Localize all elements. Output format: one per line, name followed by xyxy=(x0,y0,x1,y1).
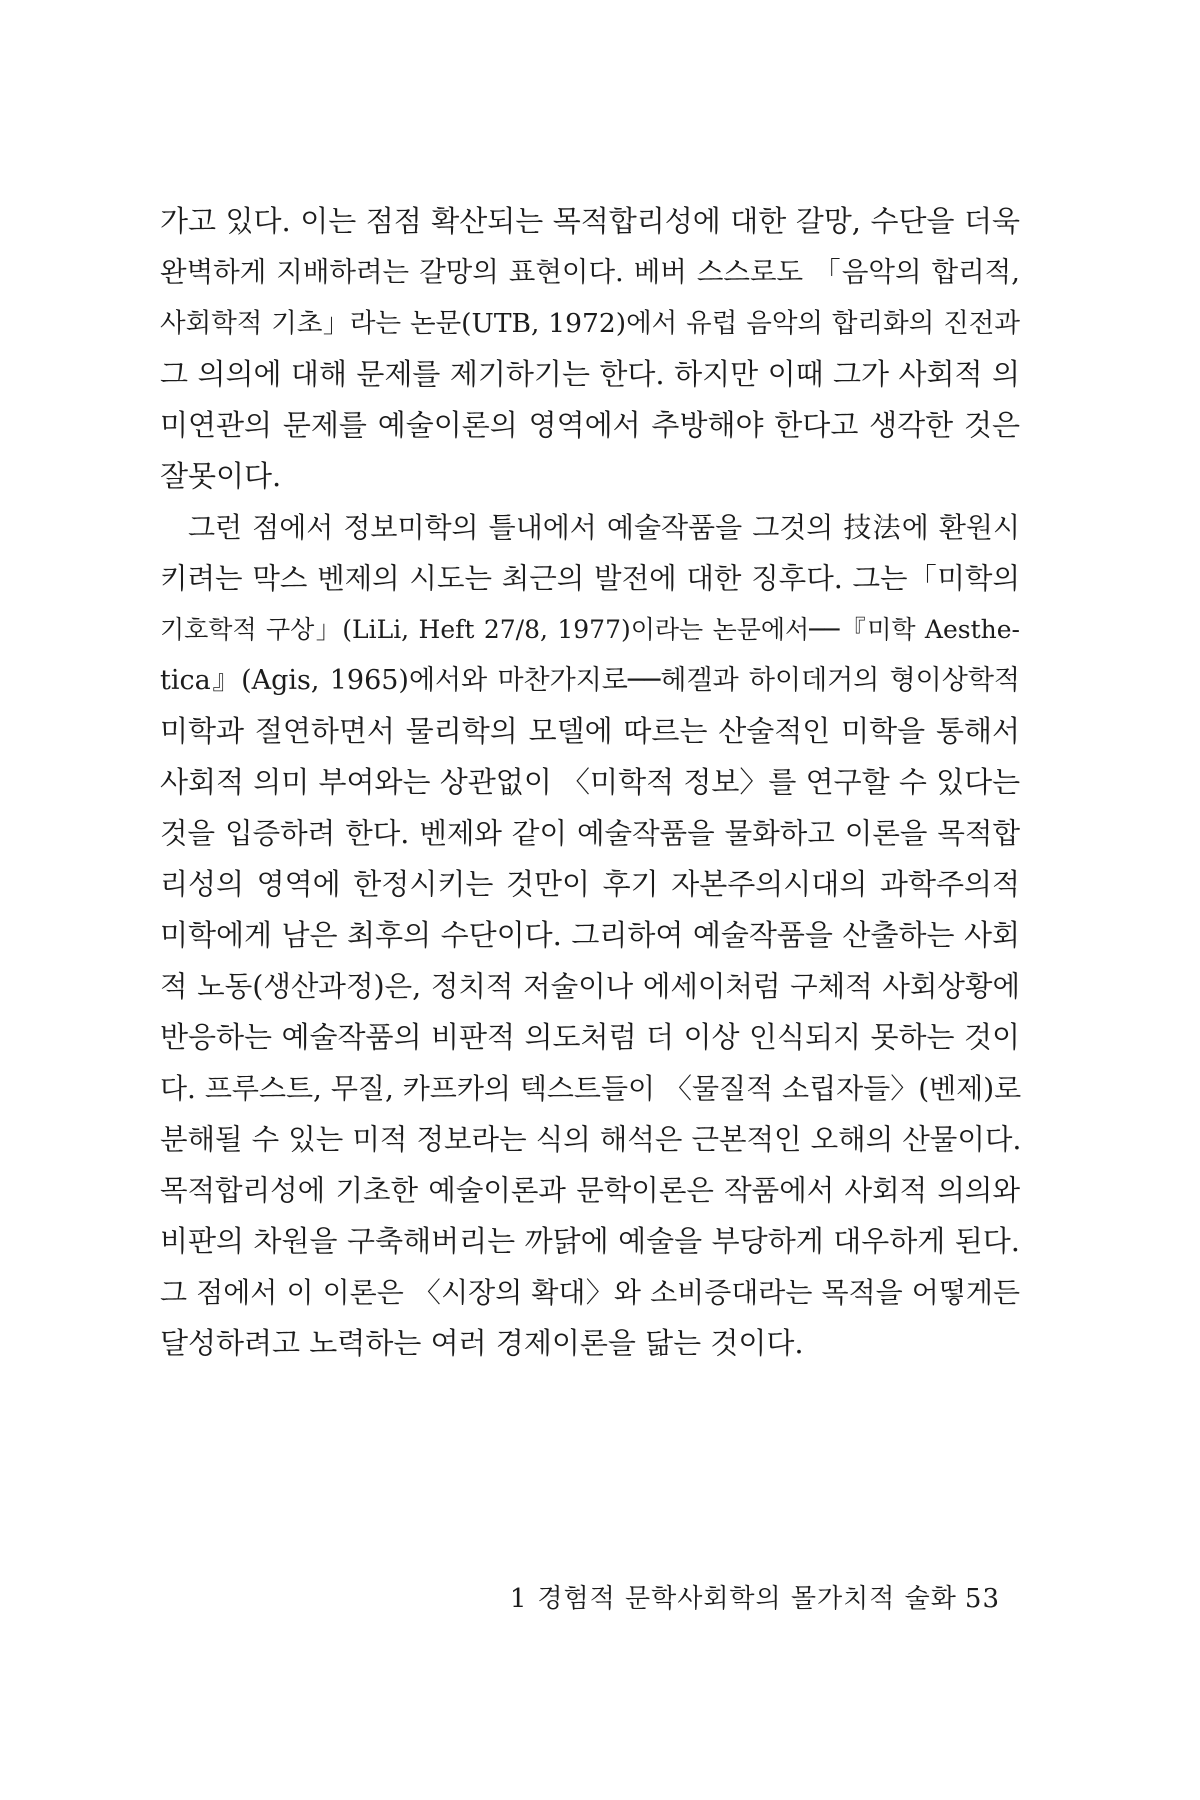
text-line: 완벽하게 지배하려는 갈망의 표현이다. 베버 스스로도 「음악의 합리적, xyxy=(160,256,1020,288)
text-line: 그런 점에서 정보미학의 틀내에서 예술작품을 그것의 技法에 환원시 xyxy=(188,511,1020,544)
chapter-number: 1 xyxy=(509,1584,528,1614)
text-line: tica』(Agis, 1965)에서와 마찬가지로──헤겔과 하이데거의 형이상학적 xyxy=(160,665,1020,696)
text-line: 미연관의 문제를 예술이론의 영역에서 추방해야 한다고 생각한 것은 xyxy=(160,408,1020,442)
running-footer xyxy=(510,1582,1000,1616)
text-line: 미학과 절연하면서 물리학의 모델에 따르는 산술적인 미학을 통해서 xyxy=(160,714,1020,748)
text-line: 목적합리성에 기초한 예술이론과 문학이론은 작품에서 사회적 의의와 xyxy=(160,1174,1020,1207)
text-line: 다. 프루스트, 무질, 카프카의 텍스트들이 〈물질적 소립자들〉(벤제)로 xyxy=(160,1072,1022,1105)
chapter-title: 경험적 문학사회학의 몰가치적 술화 xyxy=(537,1584,957,1614)
text-line: 적 노동(생산과정)은, 정치적 저술이나 에세이처럼 구체적 사회상황에 xyxy=(160,970,1020,1003)
text-line: 사회적 의미 부여와는 상관없이 〈미학적 정보〉를 연구할 수 있다는 xyxy=(160,765,1021,799)
text-line: 미학에게 남은 최후의 수단이다. 그리하여 예술작품을 산출하는 사회 xyxy=(160,918,1020,952)
body-text xyxy=(160,196,1020,1369)
text-line: 키려는 막스 벤제의 시도는 최근의 발전에 대한 징후다. 그는「미학의 xyxy=(160,562,1020,595)
text-line: 가고 있다. 이는 점점 확산되는 목적합리성에 대한 갈망, 수단을 더욱 xyxy=(160,204,1020,238)
text-line: 것을 입증하려 한다. 벤제와 같이 예술작품을 물화하고 이론을 목적합 xyxy=(160,817,1020,850)
text-line: 그 점에서 이 이론은 〈시장의 확대〉와 소비증대라는 목적을 어떻게든 xyxy=(160,1276,1020,1309)
text-line: 비판의 차원을 구축해버리는 까닭에 예술을 부당하게 대우하게 된다. xyxy=(160,1224,1020,1258)
text-line: 그 의의에 대해 문제를 제기하기는 한다. 하지만 이때 그가 사회적 의 xyxy=(160,357,1020,391)
text-line: 기호학적 구상」(LiLi, Heft 27/8, 1977)이라는 논문에서──『미학 Aesthe- xyxy=(160,615,1020,644)
text-line: 리성의 영역에 한정시키는 것만이 후기 자본주의시대의 과학주의적 xyxy=(160,867,1020,901)
text-line: 분해될 수 있는 미적 정보라는 식의 해석은 근본적인 오해의 산물이다. xyxy=(160,1123,1022,1156)
page-number: 53 xyxy=(964,1584,1000,1614)
text-line: 사회학적 기초」라는 논문(UTB, 1972)에서 유럽 음악의 합리화의 진전과 xyxy=(160,308,1020,339)
text-line: 달성하려고 노력하는 여러 경제이론을 닮는 것이다. xyxy=(160,1326,804,1360)
text-line: 잘못이다. xyxy=(160,459,282,493)
text-line: 반응하는 예술작품의 비판적 의도처럼 더 이상 인식되지 못하는 것이 xyxy=(160,1020,1020,1054)
